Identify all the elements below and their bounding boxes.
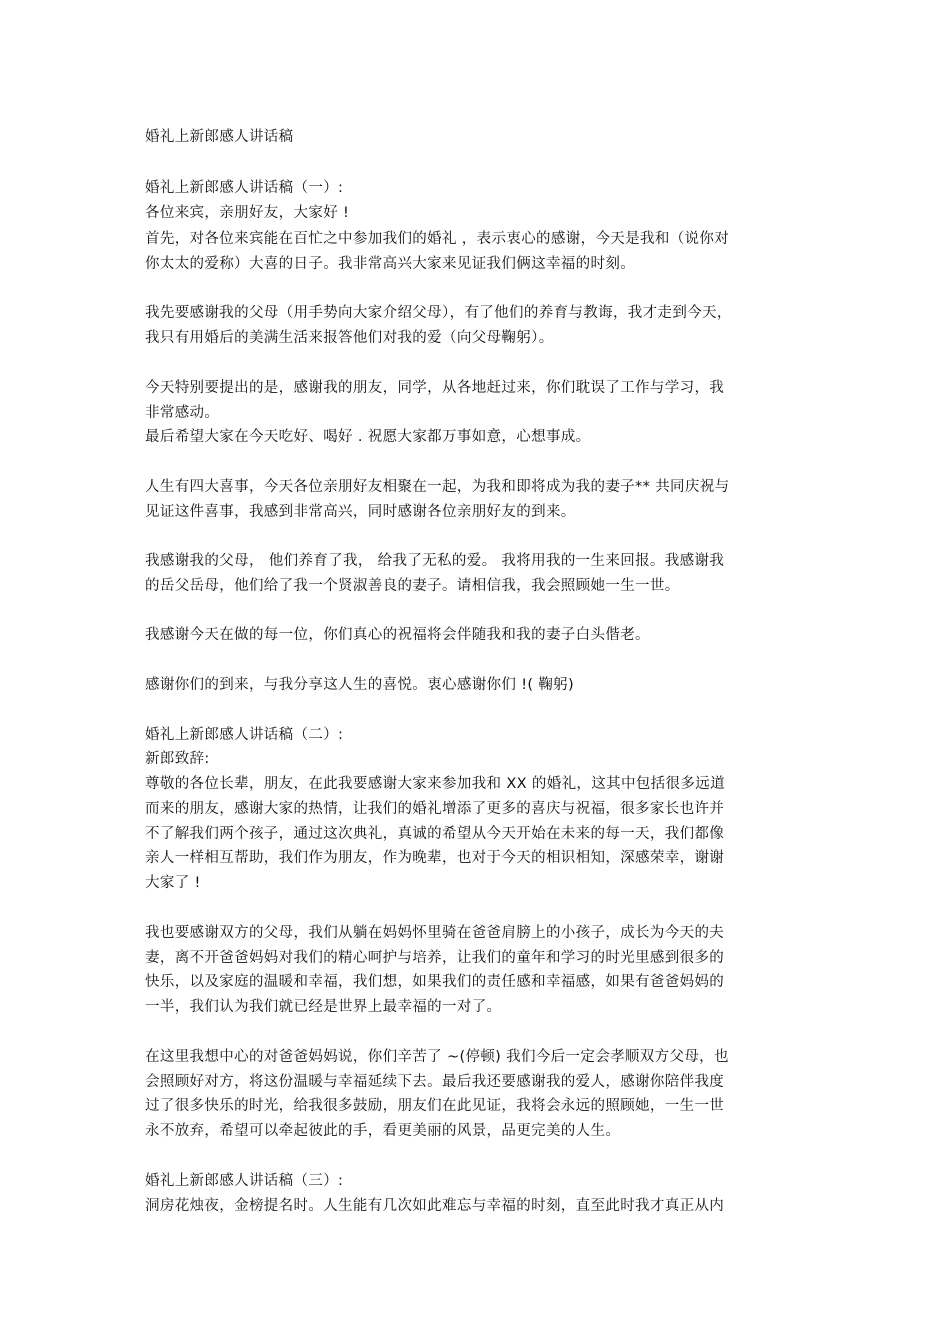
text-line: 不了解我们两个孩子，通过这次典礼，真诚的希望从今天开始在未来的每一天，我们都像: [145, 826, 725, 842]
text-line: 各位来宾，亲朋好友，大家好 !: [145, 205, 350, 221]
text-line: 的岳父岳母，他们给了我一个贤淑善良的妻子。请相信我，我会照顾她一生一世。: [145, 578, 680, 594]
text-line: 人生有四大喜事，今天各位亲朋好友相聚在一起，为我和即将成为我的妻子** 共同庆祝与: [145, 479, 730, 495]
text-line: 尊敬的各位长辈，朋友，在此我要感谢大家来参加我和 XX 的婚礼，这其中包括很多远道: [145, 776, 725, 792]
text-line: 非常感动。: [145, 405, 220, 421]
text-line: 我感谢我的父母， 他们养育了我， 给我了无私的爱。 我将用我的一生来回报。我感谢我: [145, 553, 725, 569]
text-line: 大家了 !: [145, 875, 201, 891]
text-line: 我感谢今天在做的每一位，你们真心的祝福将会伴随我和我的妻子白头偕老。: [145, 627, 650, 643]
text-line: 洞房花烛夜，金榜提名时。人生能有几次如此难忘与幸福的时刻，直至此时我才真正从内: [145, 1198, 725, 1214]
text-line: 我也要感谢双方的父母，我们从躺在妈妈怀里骑在爸爸肩膀上的小孩子，成长为今天的夫: [145, 925, 725, 941]
text-line: 永不放弃，希望可以牵起彼此的手，看更美丽的风景，品更完美的人生。: [145, 1123, 621, 1139]
text-line: 今天特别要提出的是，感谢我的朋友，同学，从各地赶过来，你们耽误了工作与学习，我: [145, 380, 725, 396]
text-line: 亲人一样相互帮助，我们作为朋友，作为晚辈，也对于今天的相识相知，深感荣幸，谢谢: [145, 850, 725, 866]
text-line: 一半，我们认为我们就已经是世界上最幸福的一对了。: [145, 999, 502, 1015]
text-line: 见证这件喜事，我感到非常高兴，同时感谢各位亲朋好友的到来。: [145, 504, 576, 520]
text-line: 而来的朋友，感谢大家的热情，让我们的婚礼增添了更多的喜庆与祝福，很多家长也许并: [145, 801, 725, 817]
text-line: 会照顾好对方，将这份温暖与幸福延续下去。最后我还要感谢我的爱人，感谢你陪伴我度: [145, 1074, 725, 1090]
text-line: 我先要感谢我的父母（用手势向大家介绍父母），有了他们的养育与教诲，我才走到今天，: [145, 305, 732, 321]
section-heading-1: 婚礼上新郎感人讲话稿（一）:: [145, 180, 344, 196]
text-line: 感谢你们的到来，与我分享这人生的喜悦。衷心感谢你们 !( 鞠躬): [145, 677, 575, 693]
text-line: 首先，对各位来宾能在百忙之中参加我们的婚礼 ，表示衷心的感谢，今天是我和（说你对: [145, 231, 730, 247]
text-line: 我只有用婚后的美满生活来报答他们对我的爱（向父母鞠躬）。: [145, 330, 554, 346]
text-line: 快乐，以及家庭的温暖和幸福，我们想，如果我们的责任感和幸福感，如果有爸爸妈妈的: [145, 974, 725, 990]
text-line: 过了很多快乐的时光，给我很多鼓励，朋友们在此见证，我将会永远的照顾她，一生一世: [145, 1098, 725, 1114]
document-title: 婚礼上新郎感人讲话稿: [145, 129, 294, 145]
text-line: 妻，离不开爸爸妈妈对我们的精心呵护与培养，让我们的童年和学习的时光里感到很多的: [145, 950, 725, 966]
text-line: 新郎致辞:: [145, 751, 210, 767]
text-line: 你太太的爱称）大喜的日子。我非常高兴大家来见证我们俩这幸福的时刻。: [145, 256, 636, 272]
section-heading-3: 婚礼上新郎感人讲话稿（三）:: [145, 1173, 344, 1189]
text-line: 在这里我想中心的对爸爸妈妈说，你们辛苦了 ~(停顿) 我们今后一定会孝顺双方父母，也: [145, 1049, 729, 1065]
section-heading-2: 婚礼上新郎感人讲话稿（二）:: [145, 727, 344, 743]
text-line: 最后希望大家在今天吃好、喝好 . 祝愿大家都万事如意，心想事成。: [145, 429, 591, 445]
